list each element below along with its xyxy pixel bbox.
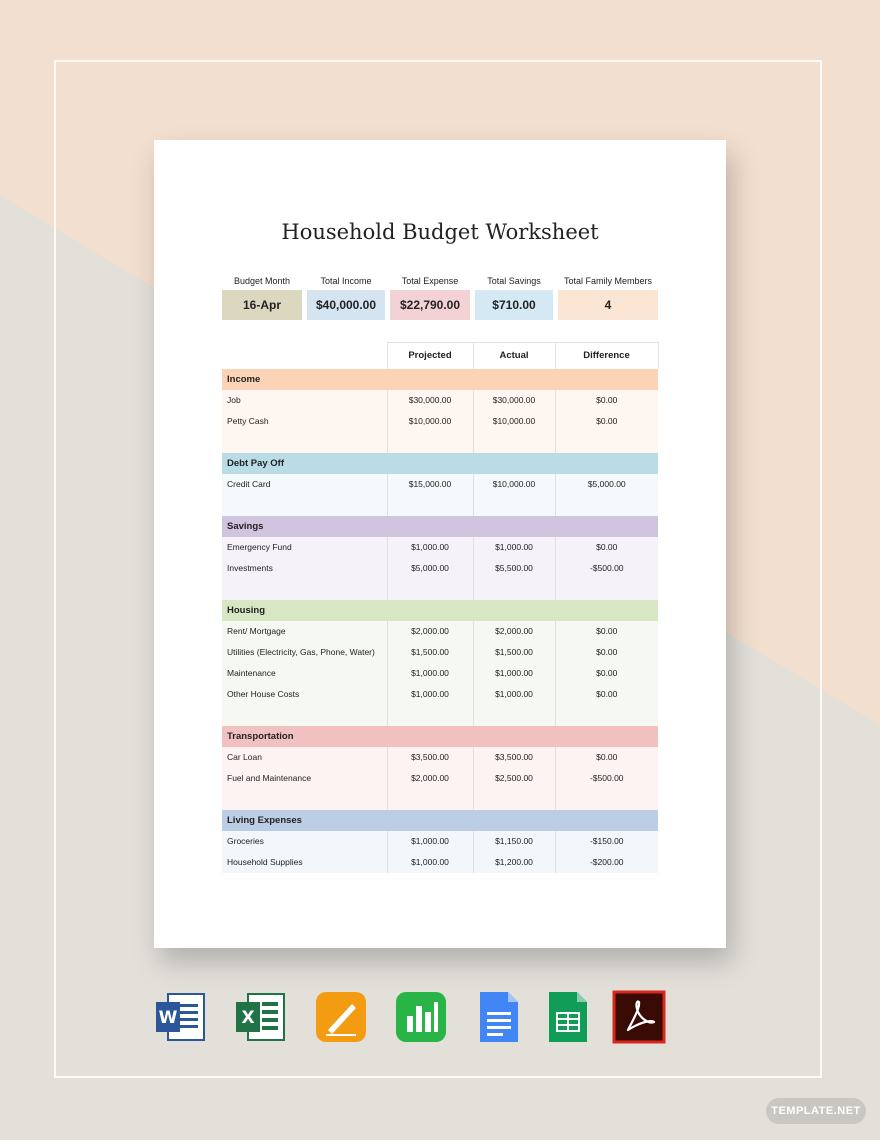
row-difference-value: -$150.00: [589, 836, 624, 846]
summary-total-expense: Total Expense $22,790.00: [390, 274, 470, 320]
row-difference-value: -$200.00: [589, 857, 624, 867]
row-actual-value: $3,500.00: [473, 747, 555, 768]
excel-icon[interactable]: [234, 990, 288, 1044]
row-projected-value: $5,000.00: [387, 558, 473, 579]
summary-total-savings: Total Savings $710.00: [475, 274, 553, 320]
row-projected-value: $10,000.00: [387, 411, 473, 432]
page-title: Household Budget Worksheet: [281, 220, 599, 244]
row-actual-value: $2,000.00: [473, 621, 555, 642]
table-row: [222, 852, 658, 873]
table-row: [222, 747, 658, 768]
row-item-label: Fuel and Maintenance: [222, 768, 387, 789]
row-actual-value: $30,000.00: [473, 390, 555, 411]
row-difference-value: $0.00: [596, 395, 618, 405]
google-docs-icon[interactable]: [472, 990, 526, 1044]
row-difference-value: $0.00: [596, 752, 618, 762]
row-projected-value: $1,000.00: [387, 831, 473, 852]
svg-text:X: X: [241, 1008, 255, 1028]
table-body: [222, 369, 658, 873]
table-row: [222, 684, 658, 705]
row-difference-value: -$500.00: [589, 773, 624, 783]
row-projected-value: $1,500.00: [387, 642, 473, 663]
worksheet-page: [154, 140, 726, 948]
table-row: [222, 390, 658, 411]
row-projected-value: $1,000.00: [387, 684, 473, 705]
row-projected-value: $1,000.00: [387, 852, 473, 873]
row-item-label: Emergency Fund: [222, 537, 387, 558]
section-header-row: [222, 369, 658, 390]
row-difference-value: $0.00: [596, 416, 618, 426]
row-projected-value: $1,000.00: [387, 663, 473, 684]
row-difference-value: $0.00: [596, 647, 618, 657]
section-title: Savings: [227, 520, 264, 532]
template-watermark[interactable]: TEMPLATE.NET: [766, 1098, 866, 1124]
section-title: Transportation: [227, 730, 294, 742]
section-header-row: [222, 600, 658, 621]
row-difference-value: $5,000.00: [587, 479, 626, 489]
google-sheets-icon[interactable]: [541, 990, 595, 1044]
row-difference-value: $0.00: [596, 689, 618, 699]
column-projected: Projected: [387, 343, 473, 369]
column-difference: Difference: [555, 343, 658, 369]
row-item-label: Investments: [222, 558, 387, 579]
section-header-row: [222, 453, 658, 474]
row-actual-value: $1,000.00: [473, 684, 555, 705]
row-item-label: Petty Cash: [222, 411, 387, 432]
row-item-label: Car Loan: [222, 747, 387, 768]
summary-family-members: Total Family Members 4: [558, 274, 658, 320]
row-actual-value: $1,200.00: [473, 852, 555, 873]
row-projected-value: $30,000.00: [387, 390, 473, 411]
row-projected-value: $3,500.00: [387, 747, 473, 768]
table-row: [222, 474, 658, 495]
section-spacer-row: [222, 579, 658, 600]
row-item-label: Rent/ Mortgage: [222, 621, 387, 642]
pages-icon[interactable]: [314, 990, 368, 1044]
row-actual-value: $1,000.00: [473, 537, 555, 558]
row-difference-value: $0.00: [596, 626, 618, 636]
section-spacer-row: [222, 789, 658, 810]
section-title: Debt Pay Off: [227, 457, 285, 469]
word-icon[interactable]: [154, 990, 208, 1044]
budget-table: [222, 342, 659, 873]
section-spacer-row: [222, 432, 658, 453]
row-difference-value: $0.00: [596, 668, 618, 678]
row-item-label: Maintenance: [222, 663, 387, 684]
row-item-label: Other House Costs: [222, 684, 387, 705]
row-item-label: Credit Card: [222, 474, 387, 495]
row-item-label: Groceries: [222, 831, 387, 852]
section-title: Income: [227, 373, 261, 385]
section-header-row: [222, 810, 658, 831]
table-row: [222, 768, 658, 789]
section-header-row: [222, 726, 658, 747]
table-row: [222, 831, 658, 852]
table-row: [222, 537, 658, 558]
table-row: [222, 621, 658, 642]
column-actual: Actual: [473, 343, 555, 369]
row-actual-value: $2,500.00: [473, 768, 555, 789]
section-header-row: [222, 516, 658, 537]
format-icons: [0, 990, 880, 1044]
table-row: [222, 411, 658, 432]
table-header-row: [222, 343, 658, 369]
table-row: [222, 558, 658, 579]
numbers-icon[interactable]: [394, 990, 448, 1044]
row-actual-value: $1,000.00: [473, 663, 555, 684]
row-actual-value: $1,500.00: [473, 642, 555, 663]
row-difference-value: $0.00: [596, 542, 618, 552]
table-row: [222, 663, 658, 684]
table-row: [222, 642, 658, 663]
row-projected-value: $1,000.00: [387, 537, 473, 558]
section-title: Housing: [227, 604, 265, 616]
acrobat-icon[interactable]: [612, 990, 666, 1044]
row-actual-value: $5,500.00: [473, 558, 555, 579]
summary-total-income: Total Income $40,000.00: [307, 274, 385, 320]
row-actual-value: $1,150.00: [473, 831, 555, 852]
row-projected-value: $2,000.00: [387, 621, 473, 642]
row-projected-value: $2,000.00: [387, 768, 473, 789]
row-actual-value: $10,000.00: [473, 411, 555, 432]
summary-budget-month: Budget Month 16-Apr: [222, 274, 302, 320]
svg-text:W: W: [158, 1008, 178, 1028]
row-actual-value: $10,000.00: [473, 474, 555, 495]
row-item-label: Household Supplies: [222, 852, 387, 873]
section-title: Living Expenses: [227, 814, 302, 826]
section-spacer-row: [222, 495, 658, 516]
section-spacer-row: [222, 705, 658, 726]
row-difference-value: -$500.00: [589, 563, 624, 573]
row-projected-value: $15,000.00: [387, 474, 473, 495]
row-item-label: Job: [222, 390, 387, 411]
row-item-label: Utilities (Electricity, Gas, Phone, Water): [222, 642, 387, 663]
